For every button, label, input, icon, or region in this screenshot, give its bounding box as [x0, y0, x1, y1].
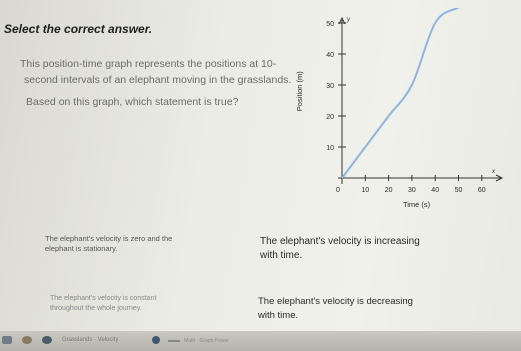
graph-svg — [280, 8, 510, 213]
app-icon[interactable] — [22, 336, 32, 344]
x-axis-letter: x — [492, 169, 495, 175]
x-tick-label: 20 — [384, 187, 393, 194]
y-tick-label: 40 — [326, 52, 334, 59]
x-tick-label: 60 — [477, 187, 486, 194]
position-curve — [342, 8, 482, 178]
x-axis-label: Time (s) — [402, 200, 431, 209]
option-a-line-1: The elephant's velocity is zero and the — [45, 234, 173, 243]
y-axis-label: Position (m) — [295, 71, 304, 112]
x-tick-label: 0 — [336, 187, 340, 194]
x-tick-label: 40 — [431, 187, 440, 194]
x-tick-label: 10 — [361, 187, 370, 194]
option-d-line-1: The elephant's velocity is decreasing — [258, 296, 413, 307]
question-line-2: second intervals of an elephant moving in the grasslands. — [24, 74, 292, 86]
option-b-line-1: The elephant's velocity is increasing — [260, 236, 420, 247]
option-b-line-2: with time. — [260, 250, 303, 261]
x-tick-label: 30 — [408, 187, 416, 194]
answer-option-b[interactable] — [260, 235, 490, 263]
answer-option-c[interactable] — [50, 294, 250, 314]
y-tick-label: 50 — [326, 21, 334, 28]
question-line-1: This position-time graph represents the positions at 10- — [20, 58, 277, 70]
taskbar-window-title[interactable]: Grasslands · Velocity — [62, 337, 119, 343]
question-line-3: Based on this graph, which statement is true? — [26, 96, 239, 108]
x-tick-label: 50 — [454, 187, 463, 194]
y-axis-letter: y — [347, 17, 350, 23]
divider-icon — [168, 340, 180, 342]
instruction-heading: Select the correct answer. — [4, 22, 153, 36]
back-icon[interactable] — [2, 336, 12, 344]
y-tick-label: 30 — [326, 83, 334, 90]
option-c-line-1: The elephant's velocity is constant — [50, 295, 157, 302]
answer-option-d[interactable] — [258, 295, 498, 323]
answer-option-a[interactable] — [45, 234, 245, 254]
option-a-line-2: elephant is stationary. — [45, 244, 118, 253]
taskbar — [0, 331, 521, 351]
taskbar-window-title-2[interactable]: Math · Graph Power — [184, 338, 230, 344]
browser-icon[interactable] — [42, 336, 52, 344]
y-tick-label: 20 — [326, 114, 334, 121]
option-c-line-2: throughout the whole journey. — [50, 305, 142, 312]
option-d-line-2: with time. — [258, 310, 299, 321]
globe-icon[interactable] — [152, 336, 160, 344]
position-time-graph — [280, 8, 510, 213]
y-tick-label: 10 — [326, 145, 334, 152]
